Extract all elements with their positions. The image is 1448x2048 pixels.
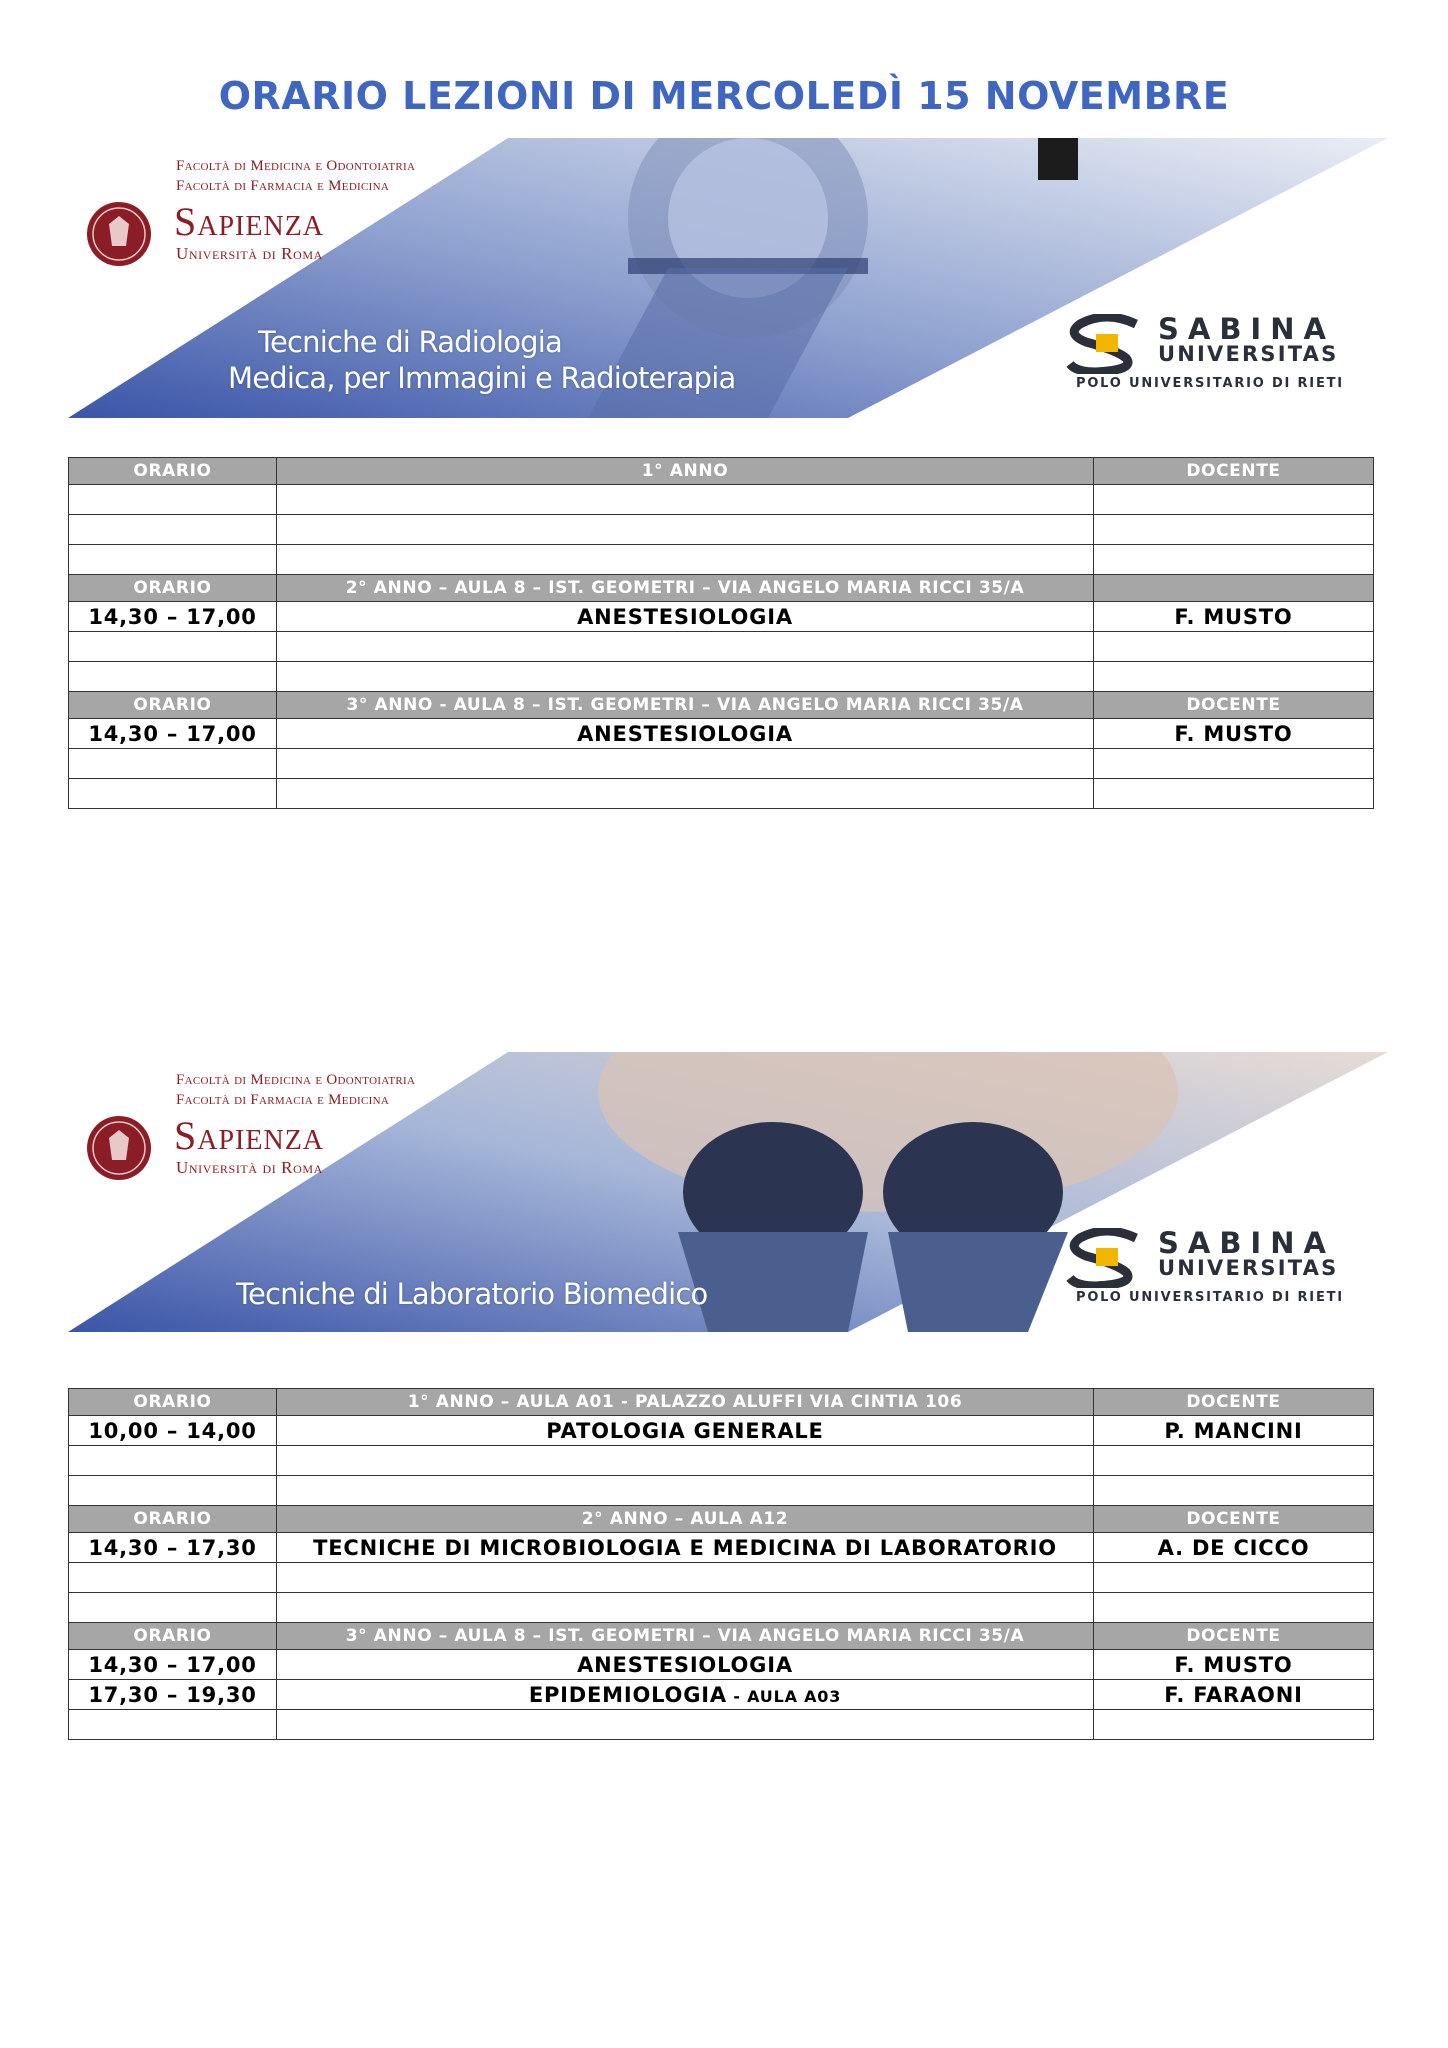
sabina-book-icon [1066, 314, 1146, 374]
cell-orario: 14,30 – 17,00 [69, 719, 277, 749]
cell-subject: ANESTESIOLOGIA [277, 1650, 1094, 1680]
table-header [69, 1506, 1374, 1533]
sabina-name: SABINA [1158, 1226, 1335, 1260]
cell-subject [277, 1563, 1094, 1593]
cell-docente: P. MANCINI [1094, 1416, 1374, 1446]
faculty-names [176, 156, 415, 196]
sapienza-logo-text: Sapienza [174, 199, 325, 244]
cell-subject [277, 749, 1094, 779]
cell-subject: ANESTESIOLOGIA [277, 719, 1094, 749]
cell-docente [1094, 632, 1374, 662]
table-row [69, 1710, 1374, 1740]
sapienza-logo-text: Sapienza [174, 1113, 325, 1158]
table-row [69, 1533, 1374, 1563]
cell-orario [69, 1563, 277, 1593]
faculty-line-2: Facoltà di Farmacia e Medicina [176, 178, 390, 194]
table-row [69, 1416, 1374, 1446]
cell-orario [69, 545, 277, 575]
table-row [69, 1476, 1374, 1506]
table-row [69, 1593, 1374, 1623]
cell-orario [69, 662, 277, 692]
sabina-name: SABINA [1158, 312, 1335, 346]
header-anno: 3° ANNO – AULA 8 – IST. GEOMETRI – VIA ANGELO MARIA RICCI 35/A [277, 1623, 1094, 1650]
cell-docente [1094, 545, 1374, 575]
sabina-subtitle: UNIVERSITAS [1158, 342, 1339, 366]
cell-subject [277, 779, 1094, 809]
table-row [69, 719, 1374, 749]
header-docente: DOCENTE [1094, 692, 1374, 719]
table-row [69, 779, 1374, 809]
cell-docente [1094, 485, 1374, 515]
header-anno: 3° ANNO - AULA 8 – IST. GEOMETRI – VIA ANGELO MARIA RICCI 35/A [277, 692, 1094, 719]
room-note: - AULA A03 [726, 1686, 842, 1706]
faculty-line-2: Facoltà di Farmacia e Medicina [176, 1092, 390, 1108]
cell-orario [69, 632, 277, 662]
table-row [69, 1446, 1374, 1476]
cell-orario [69, 515, 277, 545]
table-row [69, 1650, 1374, 1680]
faculty-names [176, 1070, 415, 1110]
cell-orario [69, 1446, 277, 1476]
cell-orario [69, 1476, 277, 1506]
cell-orario: 17,30 – 19,30 [69, 1680, 277, 1710]
table-row [69, 545, 1374, 575]
cell-subject [277, 1446, 1094, 1476]
cell-docente: F. MUSTO [1094, 719, 1374, 749]
header-anno: 1° ANNO [277, 458, 1094, 485]
table-row [69, 1563, 1374, 1593]
cell-subject [277, 1476, 1094, 1506]
header-orario: ORARIO [69, 1506, 277, 1533]
cell-docente [1094, 1446, 1374, 1476]
sapienza-seal-icon [84, 1108, 154, 1188]
university-subtitle: Università di Roma [176, 1158, 323, 1177]
cell-docente [1094, 1593, 1374, 1623]
cell-docente: F. FARAONI [1094, 1680, 1374, 1710]
sabina-polo: POLO UNIVERSITARIO DI RIETI [1076, 1290, 1344, 1305]
table-header [69, 1623, 1374, 1650]
course-line-1: Tecniche di Radiologia [258, 325, 563, 359]
table-header [69, 692, 1374, 719]
table-header [69, 458, 1374, 485]
schedule-table-laboratorio [68, 1388, 1374, 1740]
course-line-2: Medica, per Immagini e Radioterapia [228, 361, 736, 395]
header-orario: ORARIO [69, 1623, 277, 1650]
cell-subject [277, 632, 1094, 662]
course-title-radiologia [228, 324, 736, 396]
header-orario: ORARIO [69, 458, 277, 485]
header-docente: DOCENTE [1094, 1389, 1374, 1416]
sabina-subtitle: UNIVERSITAS [1158, 1256, 1339, 1280]
sabina-logo [1066, 1228, 1366, 1312]
cell-docente [1094, 1476, 1374, 1506]
schedule-table-radiologia [68, 457, 1374, 809]
cell-subject [277, 1593, 1094, 1623]
header-docente [1094, 575, 1374, 602]
sabina-logo [1066, 314, 1366, 398]
cell-docente [1094, 779, 1374, 809]
sabina-polo: POLO UNIVERSITARIO DI RIETI [1076, 376, 1344, 391]
header-anno: 2° ANNO – AULA 8 – IST. GEOMETRI – VIA ANGELO MARIA RICCI 35/A [277, 575, 1094, 602]
sabina-book-icon [1066, 1228, 1146, 1288]
faculty-line-1: Facoltà di Medicina e Odontoiatria [176, 1072, 416, 1088]
cell-docente: A. DE CICCO [1094, 1533, 1374, 1563]
subject-text: EPIDEMIOLOGIA [528, 1682, 727, 1707]
cell-orario: 14,30 – 17,00 [69, 602, 277, 632]
header-orario: ORARIO [69, 1389, 277, 1416]
banner-laboratorio [68, 1052, 1388, 1332]
table-row [69, 1680, 1374, 1710]
cell-subject: PATOLOGIA GENERALE [277, 1416, 1094, 1446]
header-anno: 2° ANNO – AULA A12 [277, 1506, 1094, 1533]
cell-orario [69, 779, 277, 809]
course-line-1: Tecniche di Laboratorio Biomedico [236, 1277, 708, 1311]
faculty-line-1: Facoltà di Medicina e Odontoiatria [176, 158, 416, 174]
sapienza-seal-icon [84, 194, 154, 274]
cell-subject [277, 485, 1094, 515]
cell-docente [1094, 1710, 1374, 1740]
banner-radiologia [68, 138, 1388, 418]
cell-subject [277, 515, 1094, 545]
table-row [69, 749, 1374, 779]
table-row [69, 662, 1374, 692]
cell-orario: 14,30 – 17,30 [69, 1533, 277, 1563]
university-subtitle: Università di Roma [176, 244, 323, 263]
cell-docente: F. MUSTO [1094, 1650, 1374, 1680]
header-orario: ORARIO [69, 692, 277, 719]
cell-subject [277, 662, 1094, 692]
cell-subject [277, 545, 1094, 575]
cell-docente [1094, 662, 1374, 692]
header-orario: ORARIO [69, 575, 277, 602]
header-docente: DOCENTE [1094, 1506, 1374, 1533]
cell-orario [69, 749, 277, 779]
course-title-laboratorio [236, 1276, 707, 1312]
cell-subject: ANESTESIOLOGIA [277, 602, 1094, 632]
cell-subject [277, 1710, 1094, 1740]
table-header [69, 1389, 1374, 1416]
table-row [69, 632, 1374, 662]
table-row [69, 602, 1374, 632]
cell-docente [1094, 515, 1374, 545]
table-row [69, 485, 1374, 515]
table-header [69, 575, 1374, 602]
header-docente: DOCENTE [1094, 458, 1374, 485]
cell-orario [69, 485, 277, 515]
cell-subject [277, 1680, 1094, 1710]
page-title: ORARIO LEZIONI DI MERCOLEDÌ 15 NOVEMBRE [218, 74, 1230, 118]
cell-orario [69, 1710, 277, 1740]
header-anno: 1° ANNO – AULA A01 - PALAZZO ALUFFI VIA CINTIA 106 [277, 1389, 1094, 1416]
cell-docente [1094, 1563, 1374, 1593]
header-docente: DOCENTE [1094, 1623, 1374, 1650]
cell-orario [69, 1593, 277, 1623]
cell-docente [1094, 749, 1374, 779]
cell-orario: 14,30 – 17,00 [69, 1650, 277, 1680]
cell-docente: F. MUSTO [1094, 602, 1374, 632]
table-row [69, 515, 1374, 545]
cell-orario: 10,00 – 14,00 [69, 1416, 277, 1446]
cell-subject: TECNICHE DI MICROBIOLOGIA E MEDICINA DI LABORATORIO [277, 1533, 1094, 1563]
